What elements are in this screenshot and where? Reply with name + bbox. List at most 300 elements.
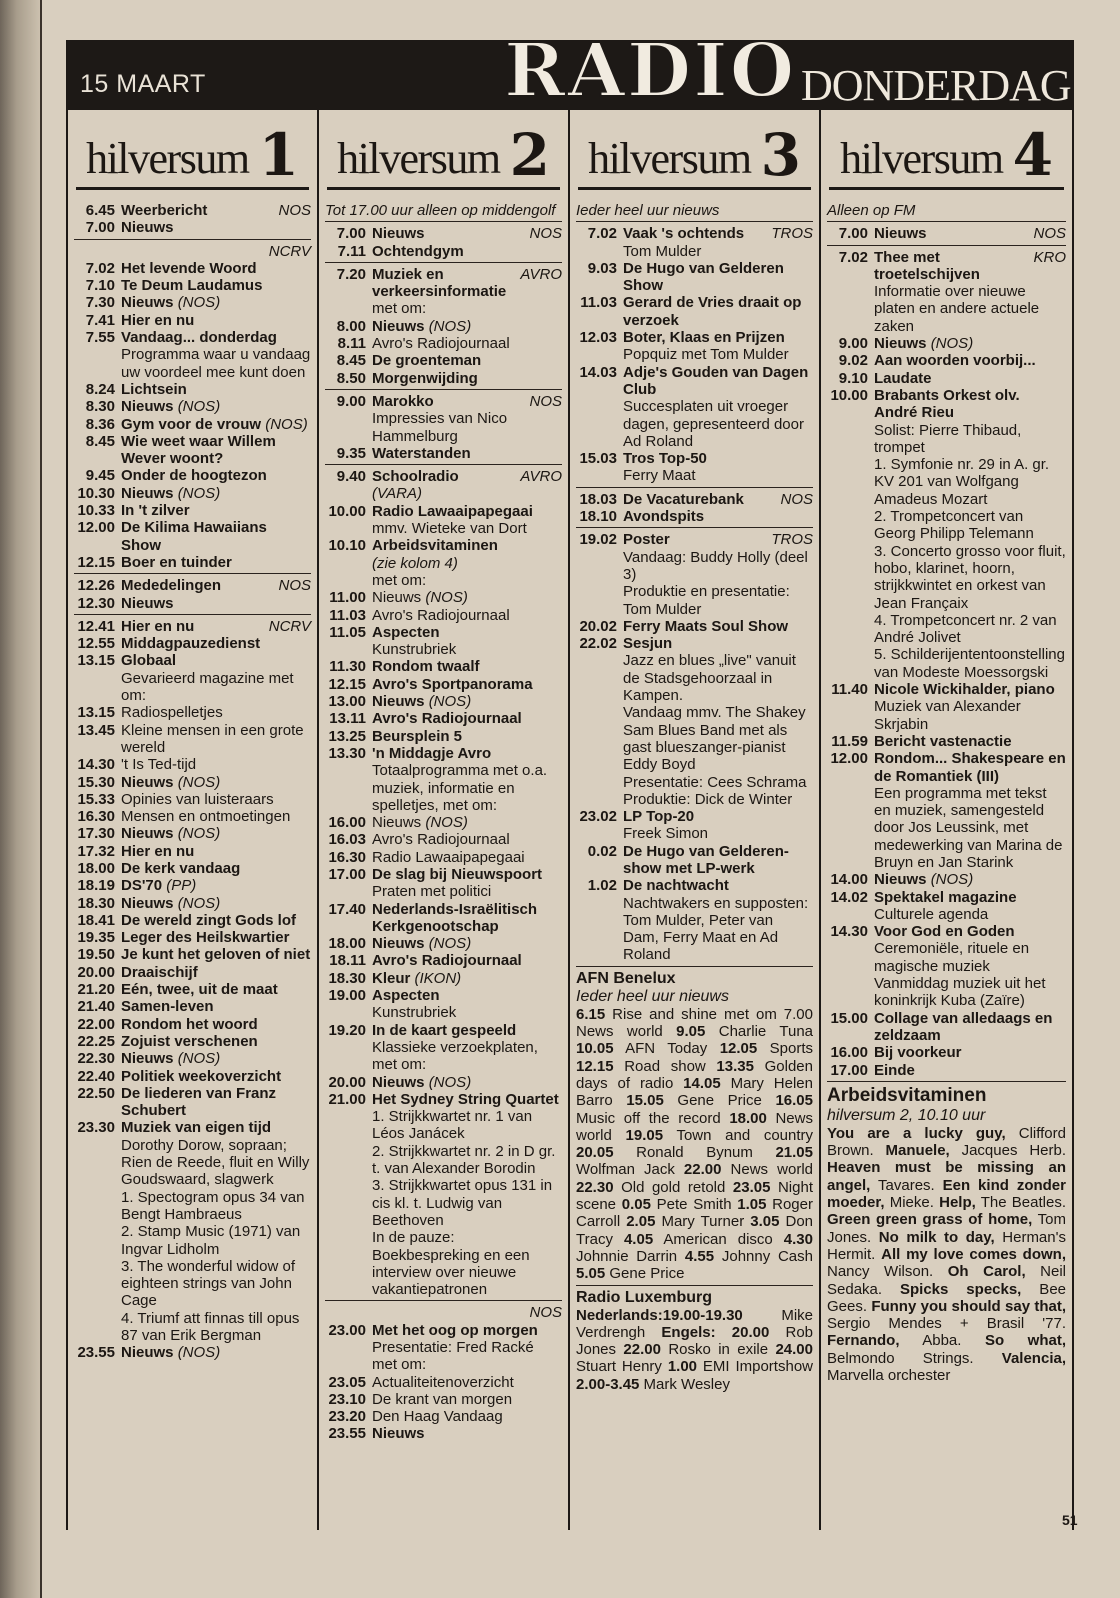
program-description: met om: (372, 300, 427, 318)
radio-listings-page (66, 28, 1074, 1530)
program-title: Thee met troetelschijven (874, 248, 980, 283)
column-note: Tot 17.00 uur alleen op middengolf (325, 202, 556, 219)
program-time: 9.00 (838, 335, 868, 353)
program-entry (827, 225, 1066, 242)
broadcaster: NOS (1033, 225, 1066, 243)
program-time: 10.33 (77, 502, 115, 520)
bold-segment: 12.15 (576, 1057, 614, 1075)
program-title: Einde (874, 1061, 915, 1079)
program-content (121, 485, 311, 502)
program-time: 7.20 (336, 265, 366, 283)
program-time: 10.30 (77, 484, 115, 502)
program-title: Beursplein 5 (372, 727, 463, 745)
program-content (372, 393, 562, 445)
program-content (623, 508, 813, 525)
text-segment: Ronald Bynum (613, 1144, 776, 1162)
program-content (874, 225, 1066, 242)
program-title: Zojuist verschenen (121, 1032, 258, 1050)
program-content (121, 929, 311, 946)
program-description: Vandaag mmv. The Shakey Sam Blues Band met als gast blueszanger-pianist Eddy Boyd (623, 704, 806, 774)
text-segment: Road show (613, 1057, 717, 1075)
program-content (121, 1068, 311, 1085)
program-entry (325, 658, 562, 675)
text-segment: 7.00 (783, 1005, 813, 1023)
program-list (827, 202, 1066, 1079)
program-entry (325, 243, 562, 260)
program-entry (325, 445, 562, 462)
program-time: 23.10 (328, 1390, 366, 1408)
program-entry (576, 294, 813, 329)
text-segment: Don Tracy (576, 1213, 813, 1248)
text-segment: Tom Jones. (827, 1211, 1067, 1246)
program-title: Rondom het woord (121, 1015, 258, 1033)
bold-segment: 23.05 (732, 1178, 771, 1196)
program-description: Ferry Maat (623, 467, 696, 485)
program-entry (74, 929, 311, 946)
program-title: In 't zilver (121, 502, 190, 520)
program-time: 12.15 (328, 675, 366, 693)
bold-segment: 19.05 (625, 1126, 664, 1144)
program-title: Voor God en Goden (874, 923, 1015, 941)
program-time: 12.55 (77, 635, 115, 653)
program-title: Arbeidsvitaminen (372, 537, 498, 555)
program-entry (827, 1010, 1066, 1045)
program-content (874, 681, 1066, 733)
program-description: Dorothy Dorow, sopraan; Rien de Reede, fluit en Willy Goudswaard, slagwerk (121, 1136, 310, 1189)
program-content (372, 352, 562, 369)
program-content (121, 860, 311, 877)
program-title: Sesjun (623, 635, 673, 653)
program-time: 8.24 (85, 380, 115, 398)
program-time: 13.15 (77, 704, 115, 722)
program-title: Het Sydney String Quartet (372, 1090, 559, 1108)
bold-segment: 2.00-3.45 (576, 1375, 640, 1393)
text-segment: Gene Price (663, 1092, 776, 1110)
divider (576, 966, 813, 967)
program-time: 10.00 (328, 502, 366, 520)
divider (576, 527, 813, 528)
program-time: 13.25 (328, 727, 366, 745)
program-entry (325, 935, 562, 952)
program-content (121, 774, 311, 791)
program-entry (74, 312, 311, 329)
program-entry (74, 202, 311, 219)
program-content (372, 503, 562, 538)
program-description: mmv. Wieteke van Dort (372, 520, 527, 538)
program-entry (827, 923, 1066, 1009)
text-segment: The Beatles. (975, 1194, 1066, 1212)
program-description: Informatie over nieuwe platen en andere actuele zaken (874, 283, 1040, 335)
program-content (372, 607, 562, 624)
program-entry (325, 693, 562, 710)
program-time: 18.10 (579, 508, 617, 526)
program-time: 7.02 (85, 259, 115, 277)
program-content (121, 704, 311, 721)
program-entry (325, 607, 562, 624)
program-time: 8.11 (337, 335, 366, 353)
program-entry (74, 329, 311, 381)
program-content (623, 450, 813, 485)
program-time: 18.41 (77, 911, 115, 929)
bold-segment: 4.30 (783, 1230, 813, 1248)
program-entry (74, 808, 311, 825)
program-title: De kerk vandaag (121, 859, 241, 877)
program-title: Brabants Orkest olv. André Rieu (874, 386, 1020, 422)
program-time: 13.00 (328, 693, 366, 711)
bold-segment: 14.05 (683, 1074, 721, 1092)
program-title: De liederen van Franz Schubert (121, 1084, 277, 1120)
bold-segment: You are a lucky guy, (827, 1124, 1006, 1142)
program-title: Nieuws (874, 871, 927, 889)
arbeidsvitaminen-playlist (827, 1125, 1066, 1384)
divider (827, 1081, 1066, 1082)
program-title: Nieuws (121, 1050, 174, 1068)
program-time: 16.03 (328, 831, 366, 849)
program-entry (74, 1119, 311, 1344)
program-content (372, 1408, 562, 1425)
program-time: 14.30 (830, 923, 868, 941)
program-time: 18.03 (579, 490, 617, 508)
program-time: 9.02 (838, 352, 868, 370)
program-entry (325, 1425, 562, 1442)
program-list (325, 202, 562, 1443)
station-number: 2 (509, 120, 550, 189)
program-entry (325, 1374, 562, 1391)
program-entry (74, 946, 311, 963)
program-time: 11.40 (831, 681, 868, 699)
text-segment: Sergio Mendes + Brasil '77. (827, 1315, 1066, 1333)
column-hilversum-4 (821, 110, 1072, 1530)
program-title: Nieuws (121, 219, 174, 237)
program-entry (74, 652, 311, 704)
text-segment: Charlie Tuna (705, 1023, 814, 1041)
program-content (121, 1344, 311, 1361)
program-entry (74, 398, 311, 415)
program-entry (74, 277, 311, 294)
program-content (121, 577, 311, 594)
program-title: Nieuws (372, 935, 425, 953)
broadcaster-note: (NOS) (177, 484, 221, 502)
program-time: 23.00 (328, 1321, 366, 1339)
program-title: Radio Lawaaipapegaai (372, 502, 533, 520)
program-title: Nieuws (874, 225, 927, 243)
broadcaster-note: (NOS) (177, 294, 221, 312)
program-entry (325, 1391, 562, 1408)
text-segment: Rise and shine met om (605, 1005, 784, 1023)
column-hilversum-3 (570, 110, 821, 1530)
program-title: De Kilima Hawaiians Show (121, 519, 267, 554)
program-description: Freek Simon (623, 825, 709, 843)
program-content (372, 849, 562, 866)
program-description: 2. Trompetconcert van Georg Philipp Telemann (874, 508, 1034, 543)
program-content (372, 693, 562, 710)
program-time: 15.00 (830, 1009, 868, 1027)
program-entry (325, 901, 562, 936)
program-time: 22.50 (77, 1084, 115, 1102)
program-description: (zie kolom 4) (372, 554, 458, 572)
broadcaster-note: (NOS) (177, 398, 221, 416)
section-note-afn: Ieder heel uur nieuws (576, 987, 729, 1005)
program-time: 16.30 (77, 808, 115, 826)
program-entry (576, 843, 813, 878)
program-title: Avro's Sportpanorama (372, 675, 533, 693)
divider (576, 1285, 813, 1286)
program-content (372, 445, 562, 462)
program-content (121, 791, 311, 808)
program-content (623, 225, 813, 260)
program-content (372, 468, 562, 503)
program-title: Eén, twee, uit de maat (121, 981, 278, 999)
broadcaster-note: (NOS) (930, 871, 974, 889)
divider (325, 389, 562, 390)
program-time: 7.55 (85, 329, 115, 347)
program-time: 22.40 (77, 1067, 115, 1085)
program-time: 9.03 (587, 259, 617, 277)
program-time: 14.03 (579, 363, 617, 381)
text-segment: AFN Today (613, 1040, 720, 1058)
text-segment: Abba. (899, 1332, 985, 1350)
program-time: 1.02 (587, 877, 617, 895)
program-time: 21.40 (77, 998, 115, 1016)
program-content (372, 370, 562, 387)
program-entry (74, 485, 311, 502)
station-name: hilversum (86, 134, 249, 183)
program-time: 21.20 (77, 981, 115, 999)
program-content (121, 756, 311, 773)
program-title: Rondom twaalf (372, 658, 480, 676)
program-title: Gym voor de vrouw (121, 415, 262, 433)
program-content (874, 750, 1066, 871)
bold-segment: 9.05 (676, 1023, 706, 1041)
program-time: 13.30 (328, 744, 366, 762)
program-entry (576, 531, 813, 617)
program-content (121, 998, 311, 1015)
program-time: 9.10 (838, 369, 868, 387)
program-title: De Hugo van Gelderen Show (623, 259, 784, 295)
program-content (121, 260, 311, 277)
program-content (121, 312, 311, 329)
program-content (121, 722, 311, 757)
program-entry (74, 1033, 311, 1050)
program-title: Nieuws (874, 335, 927, 353)
program-description: Presentatie: Cees Schrama (623, 773, 807, 791)
program-title: Met het oog op morgen (372, 1321, 538, 1339)
bold-segment: 13.35 (716, 1057, 754, 1075)
program-content (623, 808, 813, 843)
program-content (372, 1074, 562, 1091)
program-time: 8.45 (336, 352, 366, 370)
broadcaster-note: (IKON) (414, 969, 462, 987)
program-content (372, 243, 562, 260)
text-segment: Gene Price (605, 1265, 685, 1283)
program-content (874, 889, 1066, 924)
program-title: Boter, Klaas en Prijzen (623, 329, 785, 347)
program-time: 18.00 (328, 935, 366, 953)
program-content (623, 877, 813, 963)
text-segment: Marvella orchester (827, 1367, 951, 1384)
program-content (372, 1322, 562, 1374)
program-title: Weerbericht (121, 202, 208, 219)
program-entry (74, 756, 311, 773)
program-entry (74, 618, 311, 635)
program-description: Praten met politici (372, 883, 492, 901)
program-title: Avro's Radiojournaal (372, 710, 522, 728)
broadcaster-note: (NOS) (428, 935, 472, 953)
bold-segment: Nederlands:19.00-19.30 (576, 1306, 743, 1324)
program-title: Nieuws (121, 894, 174, 912)
program-entry (74, 964, 311, 981)
program-content (623, 364, 813, 450)
program-title: Muziek van eigen tijd (121, 1119, 272, 1137)
column-hilversum-2 (319, 110, 570, 1530)
program-entry (827, 387, 1066, 681)
program-description: Jazz en blues „live" vanuit de Stadsgehoorzaal in Kampen. (623, 652, 796, 705)
program-entry (74, 381, 311, 398)
program-title: Den Haag Vandaag (372, 1408, 503, 1426)
bold-segment: 4.55 (684, 1247, 715, 1265)
program-description: Solist: Pierre Thibaud, trompet (874, 421, 1022, 456)
divider (827, 245, 1066, 246)
program-title: De wereld zingt Gods lof (121, 911, 297, 929)
program-time: 22.02 (579, 635, 617, 653)
program-title: Mensen en ontmoetingen (121, 808, 291, 826)
broadcaster-note: (NOS) (177, 1050, 221, 1068)
program-title: Boer en tuinder (121, 553, 232, 571)
program-content (121, 877, 311, 894)
broadcaster-note: (NOS) (428, 693, 472, 711)
program-title: Globaal (121, 652, 177, 670)
program-entry (325, 831, 562, 848)
text-segment: Mary Helen Barro (576, 1074, 813, 1110)
program-title: Samen-leven (121, 998, 214, 1016)
program-title: Vandaag... donderdag (121, 329, 277, 347)
program-content (121, 895, 311, 912)
bold-segment: 2.05 (626, 1213, 656, 1231)
program-time: 13.45 (77, 721, 115, 739)
program-content (121, 635, 311, 652)
program-content (121, 618, 311, 635)
text-segment: Pete Smith (650, 1196, 738, 1214)
program-title: 'n Middagje Avro (372, 744, 492, 762)
bold-segment: 20.05 (576, 1144, 614, 1162)
program-content (874, 1062, 1066, 1079)
program-time: 9.45 (85, 467, 115, 485)
divider (325, 262, 562, 263)
bold-segment: 1.00 (667, 1358, 698, 1376)
bold-segment: 18.00 (729, 1109, 767, 1127)
program-description: Een programma met tekst en muziek, samengesteld door Jos Leussink, met medewerking van Marina de Bruyn en Jan Starink (874, 784, 1063, 871)
program-time: 18.19 (77, 877, 115, 895)
text-segment: News world (576, 1023, 677, 1041)
program-time: 13.15 (77, 652, 115, 670)
program-title: Opinies van luisteraars (121, 790, 274, 808)
program-content (372, 987, 562, 1022)
divider (325, 464, 562, 465)
section-note-arbeidsvitaminen: hilversum 2, 10.10 uur (827, 1106, 986, 1124)
program-entry (325, 745, 562, 814)
program-description: Totaalprogramma met o.a. muziek, informatie en spelletjes, met om: (372, 762, 548, 814)
program-content (372, 1091, 562, 1299)
bold-segment: 12.05 (719, 1040, 758, 1058)
program-title: Ferry Maats Soul Show (623, 617, 789, 635)
program-description: Muziek van Alexander Skrjabin (874, 698, 1021, 733)
text-segment: Mike Verdrengh (576, 1306, 813, 1341)
program-entry (74, 895, 311, 912)
program-time: 10.10 (328, 537, 366, 555)
program-content (372, 745, 562, 814)
program-time: 6.45 (85, 202, 115, 219)
program-title: Bij voorkeur (874, 1044, 962, 1062)
text-segment: Roger Carroll (576, 1196, 813, 1231)
program-title: De Hugo van Gelderen-show met LP-werk (623, 842, 789, 877)
program-description: 3. Concerto grosso voor fluit, hobo, klarinet, hoorn, strijkkwintet en orkest van Jean Françaix (874, 542, 1066, 612)
text-segment: Tavares. (870, 1176, 943, 1194)
program-content (372, 225, 562, 242)
program-title: Nederlands-Israëlitisch Kerkgenootschap (372, 900, 538, 935)
program-content (372, 901, 562, 936)
program-time: 16.00 (830, 1044, 868, 1062)
program-description: Tom Mulder, Peter van Dam, Ferry Maat en Ad Roland (623, 911, 779, 964)
program-entry (325, 335, 562, 352)
bold-segment: 15.05 (626, 1092, 664, 1110)
program-entry (74, 595, 311, 612)
program-description: 3. Strijkkwartet opus 131 in cis kl. t. Ludwig van Beethoven (372, 1177, 553, 1229)
program-title: Aspecten (372, 987, 440, 1005)
program-time: 21.00 (328, 1090, 366, 1108)
program-description: Culturele agenda (874, 905, 989, 923)
program-title: Hier en nu (121, 617, 195, 635)
broadcaster: TROS (771, 225, 813, 243)
text-segment: Bee Gees. (827, 1280, 1066, 1315)
program-time: 11.30 (329, 658, 366, 676)
program-time: 7.02 (587, 225, 617, 243)
bold-segment: So what, (984, 1332, 1066, 1350)
program-content (372, 1374, 562, 1391)
program-entry (74, 860, 311, 877)
section-title-luxemburg: Radio Luxemburg (576, 1288, 713, 1306)
program-time: 7.00 (838, 225, 868, 243)
program-title: Het levende Woord (121, 259, 257, 277)
program-content (121, 1119, 311, 1344)
program-description: Kunstrubriek (372, 1004, 457, 1022)
program-content (372, 1022, 562, 1074)
program-title: Nieuws (372, 317, 425, 335)
column-note: Alleen op FM (827, 202, 916, 219)
station-header (829, 110, 1064, 190)
program-description: 1. Spectogram opus 34 van Bengt Hambraeus (121, 1188, 305, 1223)
program-title: Laudate (874, 369, 932, 387)
program-entry (827, 1044, 1066, 1061)
program-entry (74, 791, 311, 808)
program-time: 17.40 (328, 900, 366, 918)
broadcaster: NOS (529, 392, 562, 410)
program-time: 15.33 (77, 790, 115, 808)
program-content (121, 981, 311, 998)
program-content (121, 964, 311, 981)
bold-segment: 24.00 (775, 1341, 813, 1359)
program-title: Avondspits (623, 508, 705, 526)
program-content (372, 266, 562, 318)
program-title: Wie weet waar Willem Wever woont? (121, 432, 276, 468)
program-entry (576, 877, 813, 963)
text-segment: Clifford Brown. (827, 1124, 1066, 1160)
text-segment: Mieke. (884, 1194, 940, 1212)
program-description: Impressies van Nico Hammelburg (372, 410, 508, 445)
page-header (66, 28, 1074, 114)
bold-segment: Fernando, (827, 1332, 900, 1350)
program-time: 14.02 (830, 888, 868, 906)
broadcaster-note: (NOS) (428, 317, 472, 335)
